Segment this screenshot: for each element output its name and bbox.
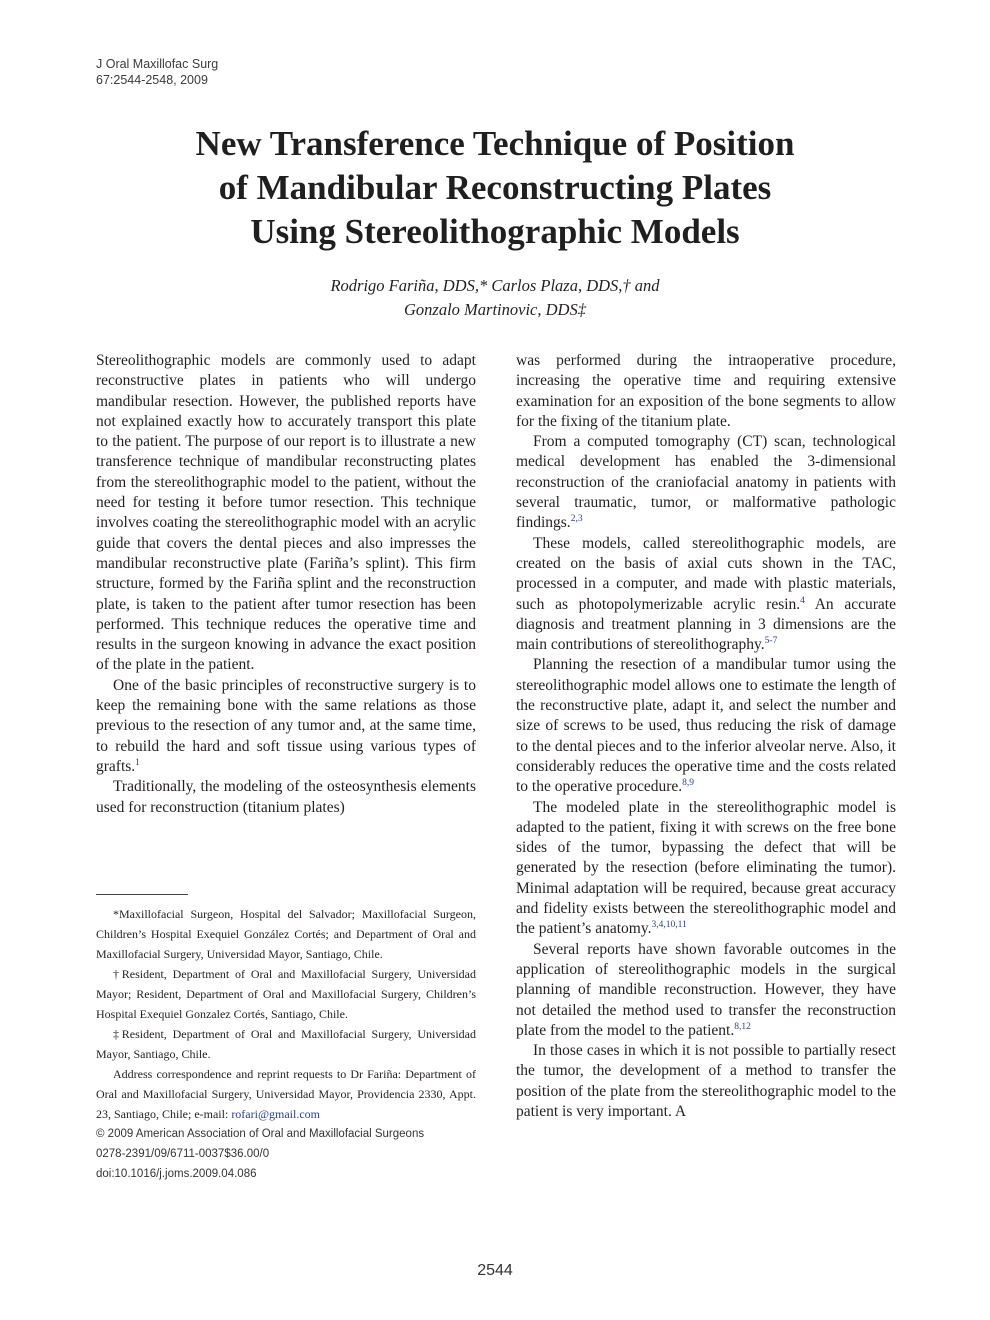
footnote-divider: [96, 894, 188, 895]
reference-link[interactable]: 8,9: [682, 778, 694, 789]
reference-link[interactable]: 1: [135, 757, 140, 768]
body-paragraph: [96, 777, 476, 818]
body-paragraph: [516, 798, 896, 940]
footnote-affiliation-2: †Resident, Department of Oral and Maxillofacial Surgery, Universidad Mayor; Resident, Department of Oral and Maxillofacial Surgery, Children’s Hospital Exequiel Gonzalez Cortés, Santiago, Chile.: [96, 967, 476, 1021]
paragraph-text: These models, called stereolithographic models, are created on the basis of axial cuts shown in the TAC, processed in a computer, and made with plastic materials, such as photopolymerizable acrylic resin.: [516, 534, 896, 613]
footnote-affiliation-1: *Maxillofacial Surgeon, Hospital del Salvador; Maxillofacial Surgeon, Children’s Hospital Exequiel González Cortés; and Department of Oral and Maxillofacial Surgery, Universidad Mayor, Santiago, Chile.: [96, 907, 476, 961]
paragraph-text: One of the basic principles of reconstructive surgery is to keep the remaining bone with the same relations as those previous to the resection of any tumor and, at the same time, to rebuild the hard and soft tissue using various types of grafts.: [96, 676, 476, 775]
body-paragraph: [516, 1041, 896, 1122]
left-column: [96, 351, 476, 818]
reference-link[interactable]: 3,4,10,11: [651, 920, 687, 931]
email-link[interactable]: rofari@gmail.com: [231, 1107, 320, 1121]
paragraph-text: Planning the resection of a mandibular tumor using the stereolithographic model allows one to estimate the length of the reconstructive plate, adapt it, and select the number and size of screws to be used, thus reducing the risk of damage to the dental pieces and to the inferior alveolar nerve. Also, it considerably reduces the operative time and the costs related to the operative procedure.: [516, 656, 896, 796]
author-list: [95, 274, 895, 322]
title-line-3: Using Stereolithographic Models: [250, 212, 740, 251]
reference-link[interactable]: 8,12: [734, 1021, 751, 1032]
abstract-paragraph: Stereolithographic models are commonly used to adapt reconstructive plates in patients who will undergo mandibular resection. However, the published reports have not explained exactly how to accurately transport this plate to the patient. The purpose of our report is to illustrate a new transference technique of mandibular reconstructing plates from the stereolithographic model to the patient, without the need for testing it before tumor resection. This technique involves coating the stereolithographic model with an acrylic guide that covers the dental pieces and also impresses the mandibular reconstructive plate (Fariña’s splint). This firm structure, formed by the Fariña splint and the reconstruction plate, is taken to the patient after tumor resection has been performed. This technique reduces the operative time and results in the surgeon knowing in advance the exact position of the plate in the patient.: [96, 352, 476, 674]
journal-info: [96, 56, 218, 88]
paragraph-text: Several reports have shown favorable outcomes in the application of stereolithographic models in the surgical planning of mandible reconstruction. However, they have not detailed the method used to transfer the reconstruction plate from the model to the patient.: [516, 940, 896, 1039]
title-line-1: New Transference Technique of Position: [195, 124, 795, 163]
body-paragraph: [516, 534, 896, 656]
body-paragraph: [516, 432, 896, 533]
authors-line-2: Gonzalo Martinovic, DDS‡: [404, 300, 586, 319]
correspondence-note: [96, 1064, 476, 1124]
title-line-2: of Mandibular Reconstructing Plates: [218, 168, 772, 207]
doi-line: doi:10.1016/j.joms.2009.04.086: [96, 1168, 257, 1180]
reference-link[interactable]: 4: [800, 595, 805, 606]
paragraph-text: The modeled plate in the stereolithographic model is adapted to the patient, fixing it with screws on the free bone sides of the tumor, bypassing the defect that will be generated by the resection (before eliminating the tumor). Minimal adaptation will be required, because great accuracy and fidelity exists between the stereolithographic model and the patient’s anatomy.: [516, 798, 896, 938]
issn-line: 0278-2391/09/6711-0037$36.00/0: [96, 1148, 270, 1160]
journal-citation: 67:2544-2548, 2009: [96, 73, 208, 87]
reference-link[interactable]: 5-7: [764, 636, 778, 647]
paragraph-text: In those cases in which it is not possible to partially resect the tumor, the development of a method to transfer the position of the plate from the stereolithographic model to the patient is very important. A: [516, 1042, 896, 1120]
footnotes: [96, 904, 476, 1184]
footnote-affiliation-3: ‡Resident, Department of Oral and Maxillofacial Surgery, Universidad Mayor, Santiago, Chile.: [96, 1027, 476, 1061]
right-column: [516, 351, 896, 1122]
body-paragraph: [96, 676, 476, 777]
correspondence-text: Address correspondence and reprint requests to Dr Fariña: Department of Oral and Maxillofacial Surgery, Universidad Mayor, Providencia 2330, Appt. 23, Santiago, Chile; e-mail:: [96, 1067, 476, 1121]
body-paragraph: [516, 940, 896, 1041]
authors-line-1: Rodrigo Fariña, DDS,* Carlos Plaza, DDS,† and: [330, 276, 660, 295]
body-paragraph: [516, 655, 896, 797]
body-paragraph: was performed during the intraoperative procedure, increasing the operative time and requiring extensive examination for an exposition of the bone segments to allow for the fixing of the titanium plate.: [516, 352, 896, 430]
copyright-line: © 2009 American Association of Oral and Maxillofacial Surgeons: [96, 1128, 425, 1140]
page-number: 2544: [477, 1262, 513, 1279]
paragraph-text: From a computed tomography (CT) scan, technological medical development has enabled the 3-dimensional reconstruction of the craniofacial anatomy in patients with several traumatic, tumor, or malformative pathologic findings.: [516, 433, 896, 532]
journal-name: J Oral Maxillofac Surg: [96, 57, 219, 71]
paragraph-text: Traditionally, the modeling of the osteosynthesis elements used for reconstruction (titanium plates): [96, 778, 476, 816]
paragraph-text: An accurate diagnosis and treatment planning in 3 dimensions are the main contributions of stereolithography.: [516, 595, 896, 654]
article-title: [95, 122, 895, 254]
reference-link[interactable]: 2,3: [570, 514, 583, 525]
